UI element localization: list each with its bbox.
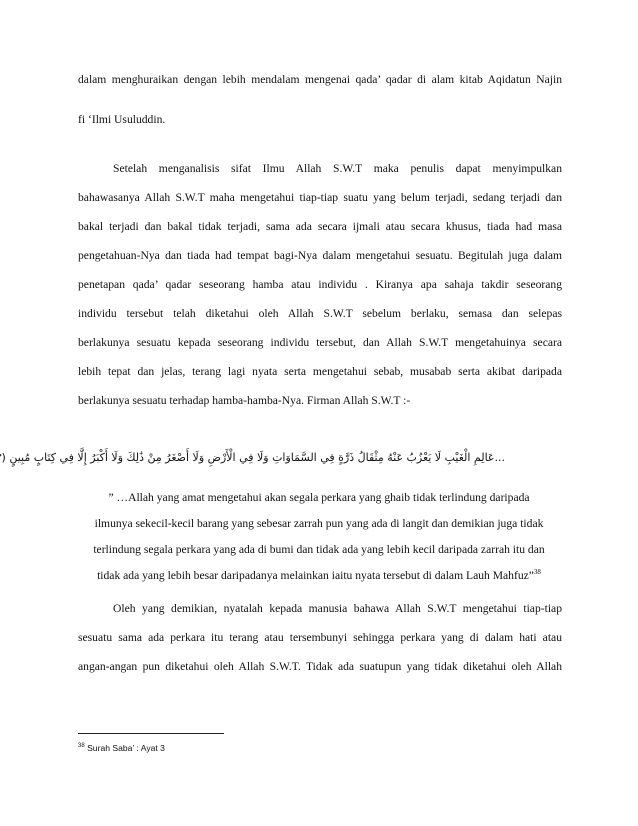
paragraph-2-line-4: pengetahuan-Nya dan tiada had tempat bagi-Nya dalam mengetahui sesuatu. Begitulah juga dalam [78,249,562,262]
footnote-reference-38[interactable]: 38 [533,568,541,577]
paragraph-2-line-7: berlakunya sesuatu kepada seseorang individu tersebut, dan Allah S.W.T mengetahuinya secara [78,336,562,349]
paragraph-3-line-2: sesuatu sama ada perkara itu terang atau tersembunyi sehingga perkara yang di dalam hati atau [78,631,562,644]
translation-line-2: ilmunya sekecil-kecil barang yang sebesar zarrah pun yang ada di langit dan demikian juga tidak [94,517,544,530]
paragraph-2-line-6: individu tersebut telah diketahui oleh Allah S.W.T sebelum berlaku, semasa dan selepas [78,307,562,320]
paragraph-1-line-2: fi ‘Ilmi Usuluddin. [78,113,166,126]
paragraph-1-line-1: dalam menghuraikan dengan lebih mendalam mengenai qada’ qadar di alam kitab Aqidatun Najin [78,73,562,86]
translation-line-4-text: tidak ada yang lebih besar daripadanya melainkan iaitu nyata tersebut di dalam Lauh Mahfuz” [97,569,534,582]
paragraph-2-line-5: penetapan qada’ qadar seseorang hamba atau individu . Kiranya apa sahaja takdir seseorang [78,278,562,291]
paragraph-2-line-1: Setelah menganalisis sifat Ilmu Allah S.W.T maka penulis dapat menyimpulkan [113,162,562,175]
paragraph-3-line-3: angan-angan pun diketahui oleh Allah S.W.T. Tidak ada suatupun yang tidak diketahui oleh Allah [78,660,562,673]
footnote-text: Surah Saba’ : Ayat 3 [84,743,165,753]
paragraph-2-line-9: berlakunya sesuatu terhadap hamba-hamba-Nya. Firman Allah S.W.T :- [78,394,411,407]
footnote-divider [78,733,224,734]
paragraph-3-line-1: Oleh yang demikian, nyatalah kepada manusia bahawa Allah S.W.T mengetahui tiap-tiap [113,602,562,615]
paragraph-2-line-2: bahawasanya Allah S.W.T maha mengetahui tiap-tiap suatu yang belum terjadi, sedang terjadi dan [78,191,562,204]
translation-line-4 [66,569,572,583]
translation-line-1: ” …Allah yang amat mengetahui akan segala perkara yang ghaib tidak terlindung daripada [108,491,530,504]
paragraph-2-line-8: lebih tepat dan jelas, terang lagi nyata serta mengetahui sebab, musabab serta akibat daripada [78,365,562,378]
translation-line-3: terlindung segala perkara yang ada di bumi dan tidak ada yang lebih kecil daripada zarrah itu dan [93,543,545,556]
footnote-marker: 38 [78,743,85,750]
arabic-verse: ...عَالِمِ الْغَيْبِ لَا يَعْزُبُ عَنْهُ مِثْقَالُ ذَرَّةٍ فِي السَّمَاوَاتِ وَلَا فِي الْأَرْضِ وَلَا أَصْغَرُ مِنْ ذَٰلِكَ وَلَا أَكْبَرُ إِلَّا فِي كِتَابٍ مُبِينٍ ( [1,451,505,464]
footnote [78,743,165,754]
paragraph-2-line-3: bakal terjadi dan bakal tidak terjadi, sama ada secara ijmali atau secara khusus, tiada had masa [78,220,562,233]
